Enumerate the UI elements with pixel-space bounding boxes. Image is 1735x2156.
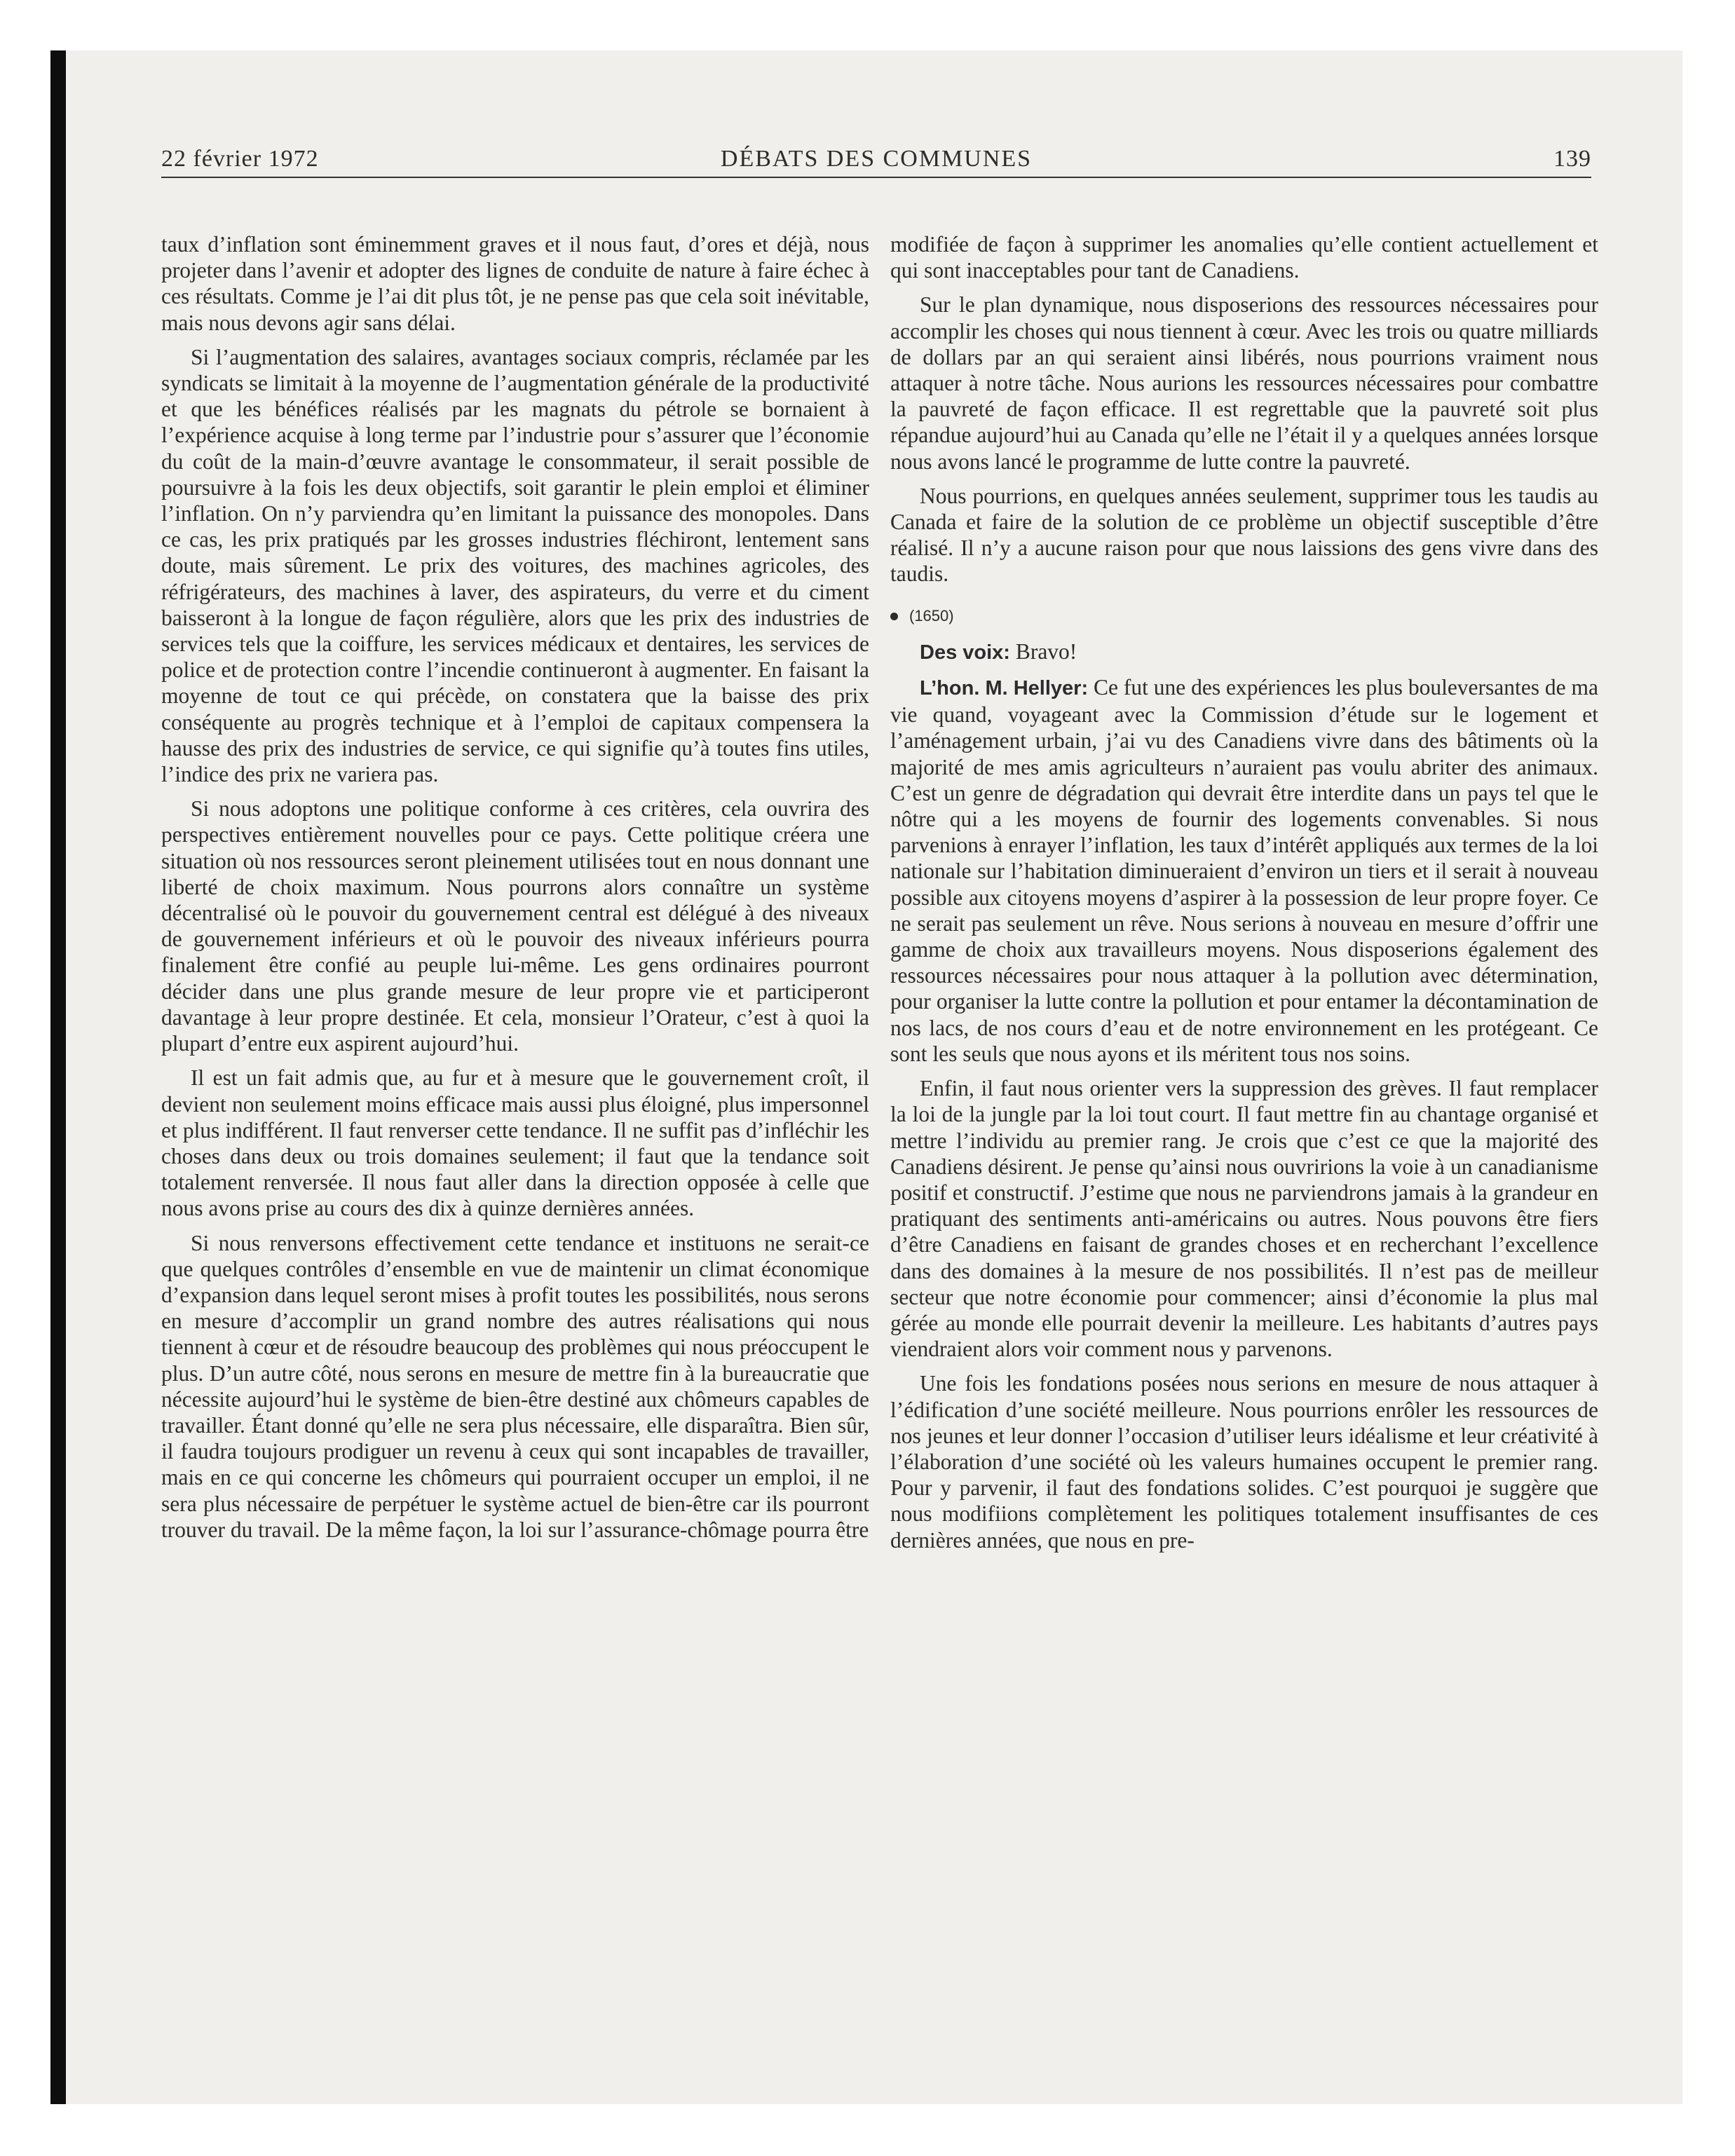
paragraph: Si l’augmentation des salaires, avantages sociaux compris, réclamée par les syndicats se limitait à la moyenne de l’augmentation générale de la productivité et que les bénéfices réalisés par les magnats du pétrole se bornaient à l’expérience acquise à long terme par l’industrie pour s’assurer que l’économie du coût de la main-d’œuvre avantage le consommateur, il serait possible de poursuivre à la fois les deux objectifs, soit garantir le plein emploi et éliminer l’inflation. On n’y parviendra qu’en limitant la puissance des monopoles. Dans ce cas, les prix pratiqués par les grosses industries fléchiront, lentement sans doute, mais sûrement. Le prix des voitures, des machines agricoles, des réfrigérateurs, des machines à laver, des aspirateurs, du verre et du ciment baisseront à la longue de façon régulière, alors que les prix des industries de services tels que la coiffure, les services médicaux et dentaires, les services de police et de protection contre l’incendie continueront à augmenter. En faisant la moyenne de tout ce qui précède, on constatera que la baisse des prix conséquente au progrès technique et à l’emploi de capitaux compensera la hausse des prix des industries de service, ce qui signifie qu’à toutes fins utiles, l’indice des prix ne variera pas.	[161, 344, 869, 787]
paragraph: Il est un fait admis que, au fur et à mesure que le gouvernement croît, il devient non seulement moins efficace mais aussi plus éloigné, plus impersonnel et plus indifférent. Il faut renverser cette tendance. Il ne suffit pas d’infléchir les choses dans deux ou trois domaines seulement; il faut que la tendance soit totalement renversée. Il nous faut aller dans la direction opposée à celle que nous avons prise au cours des dix à quinze dernières années.	[161, 1065, 869, 1221]
paragraph: Enfin, il faut nous orienter vers la suppression des grèves. Il faut remplacer la loi de la jungle par la loi tout court. Il faut mettre fin au chantage organisé et mettre l’individu au premier rang. Je crois que c’est ce que la majorité des Canadiens désirent. Je pense qu’ainsi nous ouvririons la voie à un canadianisme positif et constructif. J’estime que nous ne parviendrons jamais à la grandeur en pratiquant des sentiments anti-américains ou autres. Nous pouvons être fiers d’être Canadiens en faisant de grandes choses et en recherchant l’excellence dans des domaines à la mesure de nos possibilités. Il n’est pas de meilleur secteur que notre économie pour commencer; ainsi d’économie la plus mal gérée au monde elle pourrait devenir la meilleure. Les habitants d’autres pays viendraient alors voir comment nous y parvenons.	[890, 1076, 1598, 1362]
interjection-text: Bravo!	[1015, 639, 1077, 664]
speaker-name: L’hon. M. Hellyer:	[920, 677, 1089, 700]
paragraph: Si nous adoptons une politique conforme à ces critères, cela ouvrira des perspectives entièrement nouvelles pour ce pays. Cette politique créera une situation où nos ressources seront pleinement utilisées tout en nous donnant une liberté de choix maximum. Nous pourrons alors connaître un système décentralisé où le pouvoir du gouvernement central est délégué à des niveaux de gouvernement inférieurs et où le pouvoir des niveaux inférieurs pourra finalement être confié au peuple lui-même. Les gens ordinaires pourront décider dans une plus grande mesure de leur propre vie et participeront davantage à leur propre destinée. Et cela, monsieur l’Orateur, c’est à quoi la plupart d’entre eux aspirent aujourd’hui.	[161, 796, 869, 1056]
speech-text: Ce fut une des expériences les plus bouleversantes de ma vie quand, voyageant avec la Commission d’étude sur le logement et l’aménagement urbain, j’ai vu des Canadiens vivre dans des bâtiments où la majorité de mes amis agriculteurs n’auraient pas voulu abriter des animaux. C’est un genre de dégradation qui devrait être interdite dans un pays tel que le nôtre qui a les moyens de fournir des logements convenables. Si nous parvenions à enrayer l’inflation, les taux d’intérêt appliqués aux termes de la loi nationale sur l’habitation diminueraient d’environ un tiers et il serait à nouveau possible aux citoyens moyens d’aspirer à la possession de leur propre foyer. Ce ne serait pas seulement un rêve. Nous serions à nouveau en mesure d’offrir une gamme de choix aux travailleurs moyens. Nous disposerions également des ressources nécessaires pour nous attaquer à la pollution avec détermination, pour organiser la lutte contre la pollution et pour entamer la décontamination de nos lacs, de nos cours d’eau et de notre environnement en les protégeant. Ce sont les seuls que nous ayons et ils méritent tous nos soins.	[890, 675, 1598, 1066]
binding-edge	[50, 50, 66, 2104]
bullet-icon	[890, 613, 898, 620]
header-date: 22 février 1972	[161, 146, 319, 172]
paragraph: Si nous renversons effectivement cette tendance et instituons ne serait-ce que quelques contrôles d’ensemble en vue de maintenir un climat économique d’expansion dans lequel seront mises à profit toutes les possibilités, nous serons en mesure d’accomplir un grand nombre des autres réalisations qui nous tiennent à cœur et de résoudre beaucoup des problèmes qui nous préoccupent le plus. D’un autre côté, nous serons en mesure de mettre fin à la bureaucratie que nécessite aujourd’hui le système de bien-être destiné aux chômeurs capables de travailler. Étant donné qu’elle ne sera plus nécessaire, elle disparaîtra. Bien sûr, il faudra toujours prodiguer un revenu à ceux qui sont incapables de travailler, mais en ce qui concerne les chômeurs qui pourraient occuper un emploi, il ne sera plus nécessaire de perpétuer le système actuel de bien-être car ils pourront trouver du travail. De la même façon, la loi sur l’assurance-chômage pourra être	[161, 1230, 869, 1542]
page-header	[161, 140, 1591, 178]
paragraph: modifiée de façon à supprimer les anomalies qu’elle contient actuellement et qui sont inacceptables pour tant de Canadiens.	[890, 232, 1598, 283]
left-column	[161, 231, 869, 1543]
page-number: 139	[1553, 146, 1591, 172]
speech-paragraph	[890, 674, 1598, 1067]
paragraph: Sur le plan dynamique, nous disposerions des ressources nécessaires pour accomplir les choses qui nous tiennent à cœur. Avec les trois ou quatre milliards de dollars par an qui seraient ainsi libérés, nous pourrions vraiment nous attaquer à notre tâche. Nous aurions les ressources nécessaires pour combattre la pauvreté de façon efficace. Il est regrettable que la pauvreté soit plus répandue aujourd’hui au Canada qu’elle ne l’était il y a quelques années lorsque nous avons lancé le programme de lutte contre la pauvreté.	[890, 292, 1598, 474]
interjection	[890, 639, 1598, 666]
paragraph: Nous pourrions, en quelques années seulement, supprimer tous les taudis au Canada et faire de la solution de ce problème un objectif susceptible d’être réalisé. Il n’y a aucune raison pour que nous laissions des gens vivre dans des taudis.	[890, 483, 1598, 587]
header-title: DÉBATS DES COMMUNES	[720, 146, 1033, 172]
right-column	[890, 231, 1598, 1553]
speaker-name: Des voix:	[920, 641, 1010, 664]
timestamp	[890, 603, 1598, 629]
paragraph: Une fois les fondations posées nous serions en mesure de nous attaquer à l’édification d’une société meilleure. Nous pourrions enrôler les ressources de nos jeunes et leur donner l’occasion d’utiliser leurs idéalisme et leur créativité à l’élaboration d’une société où les valeurs humaines occupent le premier rang. Pour y parvenir, il faut des fondations solides. C’est pourquoi je suggère que nous modifiions complètement les politiques totalement insuffisantes de ces dernières années, que nous en pre-	[890, 1371, 1598, 1553]
hansard-page	[161, 140, 1598, 2075]
timestamp-text: (1650)	[909, 606, 954, 625]
paragraph: taux d’inflation sont éminemment graves et il nous faut, d’ores et déjà, nous projeter dans l’avenir et adopter des lignes de conduite de nature à faire échec à ces résultats. Comme je l’ai dit plus tôt, je ne pense pas que cela soit inévitable, mais nous devons agir sans délai.	[161, 232, 869, 335]
